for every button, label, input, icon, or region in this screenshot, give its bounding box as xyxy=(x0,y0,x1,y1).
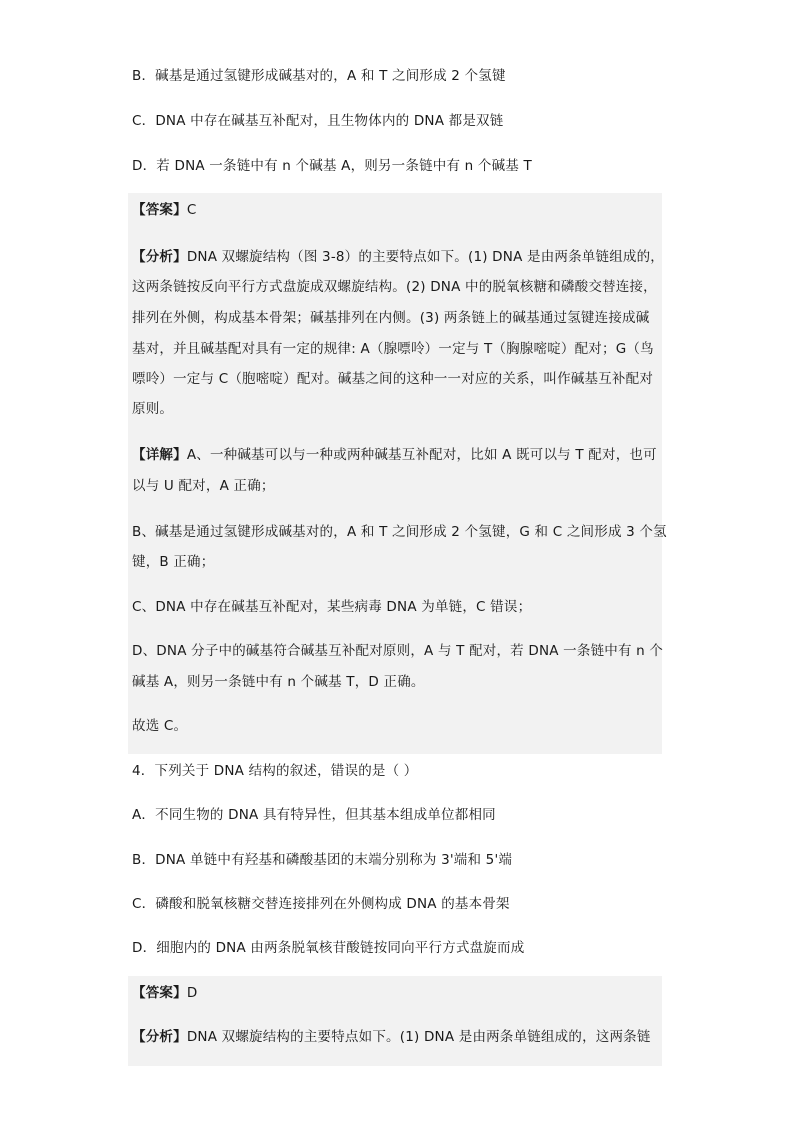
q3-detail-line-6: D、DNA 分子中的碱基符合碱基互补配对原则，A 与 T 配对，若 DNA 一条链中有 n 个 xyxy=(132,643,664,659)
q4-option-d: D．细胞内的 DNA 由两条脱氧核苷酸链按同向平行方式盘旋而成 xyxy=(132,940,525,956)
q3-option-b: B．碱基是通过氢键形成碱基对的，A 和 T 之间形成 2 个氢键 xyxy=(132,68,506,84)
q3-detail-line-2: 以与 U 配对，A 正确； xyxy=(132,478,275,494)
q3-detail-line-5: C、DNA 中存在碱基互补配对，某些病毒 DNA 为单链，C 错误； xyxy=(132,599,532,615)
q3-analysis-line-6: 原则。 xyxy=(132,401,174,417)
q4-stem: 4．下列关于 DNA 结构的叙述，错误的是（ ） xyxy=(132,763,418,779)
q3-analysis-line-5: 嘌呤）一定与 C（胞嘧啶）配对。碱基之间的这种一一对应的关系，叫作碱基互补配对 xyxy=(132,371,654,387)
answer-value: C xyxy=(186,202,197,218)
q4-answer xyxy=(132,978,662,1008)
answer-label: 【答案】 xyxy=(132,202,187,218)
q3-answer xyxy=(132,195,662,225)
answer-label: 【答案】 xyxy=(132,985,187,1001)
q3-analysis-line-4: 基对，并且碱基配对具有一定的规律: A（腺嘌呤）一定与 T（胸腺嘧啶）配对；G（鸟 xyxy=(132,341,654,357)
analysis-label: 【分析】 xyxy=(132,1029,187,1045)
q3-detail-line-3: B、碱基是通过氢键形成碱基对的，A 和 T 之间形成 2 个氢键，G 和 C 之间形成 3 个氢 xyxy=(132,524,667,540)
q3-option-d: D．若 DNA 一条链中有 n 个碱基 A，则另一条链中有 n 个碱基 T xyxy=(132,158,532,174)
q4-option-c: C．磷酸和脱氧核糖交替连接排列在外侧构成 DNA 的基本骨架 xyxy=(132,896,510,912)
q3-analysis-line-1: 【分析】DNA 双螺旋结构（图 3-8）的主要特点如下。(1) DNA 是由两条单链组成的， xyxy=(132,249,665,265)
answer-value: D xyxy=(186,985,198,1001)
q4-analysis-line-1: 【分析】DNA 双螺旋结构的主要特点如下。(1) DNA 是由两条单链组成的，这两条链 xyxy=(132,1029,651,1045)
q3-option-c: C．DNA 中存在碱基互补配对，且生物体内的 DNA 都是双链 xyxy=(132,113,504,129)
q4-option-b: B．DNA 单链中有羟基和磷酸基团的末端分别称为 3'端和 5'端 xyxy=(132,852,513,868)
detail-label: 【详解】 xyxy=(132,447,187,463)
q4-option-a: A．不同生物的 DNA 具有特异性，但其基本组成单位都相同 xyxy=(132,807,496,823)
q3-analysis-line-2: 这两条链按反向平行方式盘旋成双螺旋结构。(2) DNA 中的脱氧核糖和磷酸交替连接， xyxy=(132,279,657,295)
q3-detail-line-8: 故选 C。 xyxy=(132,718,188,734)
q3-detail-line-1: 【详解】A、一种碱基可以与一种或两种碱基互补配对，比如 A 既可以与 T 配对，也可 xyxy=(132,447,657,463)
analysis-label: 【分析】 xyxy=(132,249,187,265)
q3-analysis-line-3: 排列在外侧，构成基本骨架；碱基排列在内侧。(3) 两条链上的碱基通过氢键连接成碱 xyxy=(132,310,650,326)
q3-detail-line-7: 碱基 A，则另一条链中有 n 个碱基 T，D 正确。 xyxy=(132,674,425,690)
q3-detail-line-4: 键，B 正确； xyxy=(132,554,215,570)
